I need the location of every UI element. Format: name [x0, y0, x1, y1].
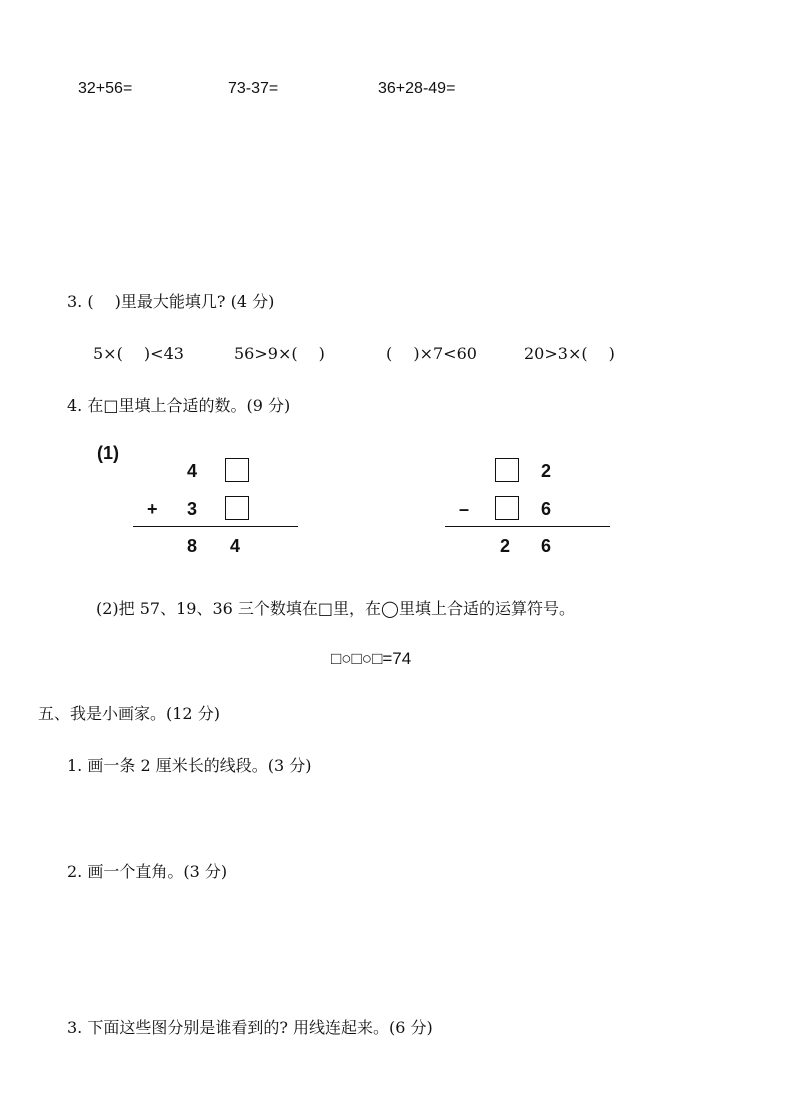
subtraction-top-tens-box[interactable] [495, 458, 519, 482]
calc-1: 32+56= [78, 80, 133, 97]
addition-top-ones-box[interactable] [225, 458, 249, 482]
q3-item-2: 56>9×( ) [234, 344, 325, 363]
section5-item-3: 3. 下面这些图分别是谁看到的? 用线连起来。(6 分) [67, 1018, 433, 1037]
calc-2: 73-37= [228, 80, 279, 97]
calc-3: 36+28-49= [378, 80, 456, 97]
addition-mid-tens: 3 [187, 499, 198, 519]
q4-part1-label: (1) [97, 443, 119, 463]
subtraction-top-ones: 2 [541, 461, 552, 481]
q3-item-3: ( )×7<60 [386, 344, 477, 363]
addition-result-tens: 8 [187, 536, 198, 556]
subtraction-line [445, 526, 610, 527]
q4-part2-text: (2)把 57、19、36 三个数填在□里，在◯里填上合适的运算符号。 [96, 599, 575, 618]
addition-result-ones: 4 [230, 536, 241, 556]
section5-item-1: 1. 画一条 2 厘米长的线段。(3 分) [67, 756, 312, 775]
q3-item-4: 20>3×( ) [524, 344, 615, 363]
addition-mid-ones-box[interactable] [225, 496, 249, 520]
q3-item-1: 5×( )<43 [93, 344, 184, 363]
addition-line [133, 526, 298, 527]
addition-operator: + [147, 499, 158, 519]
section5-title: 五、我是小画家。(12 分) [38, 704, 220, 723]
q3-title: 3. ( )里最大能填几? (4 分) [67, 292, 275, 311]
subtraction-operator: – [459, 499, 470, 519]
subtraction-mid-ones: 6 [541, 499, 552, 519]
subtraction-mid-tens-box[interactable] [495, 496, 519, 520]
section5-item-2: 2. 画一个直角。(3 分) [67, 862, 228, 881]
addition-top-tens: 4 [187, 461, 198, 481]
subtraction-result-ones: 6 [541, 536, 552, 556]
q4-title: 4. 在□里填上合适的数。(9 分) [67, 396, 291, 415]
subtraction-result-tens: 2 [500, 536, 511, 556]
q4-equation: □○□○□=74 [331, 649, 412, 668]
